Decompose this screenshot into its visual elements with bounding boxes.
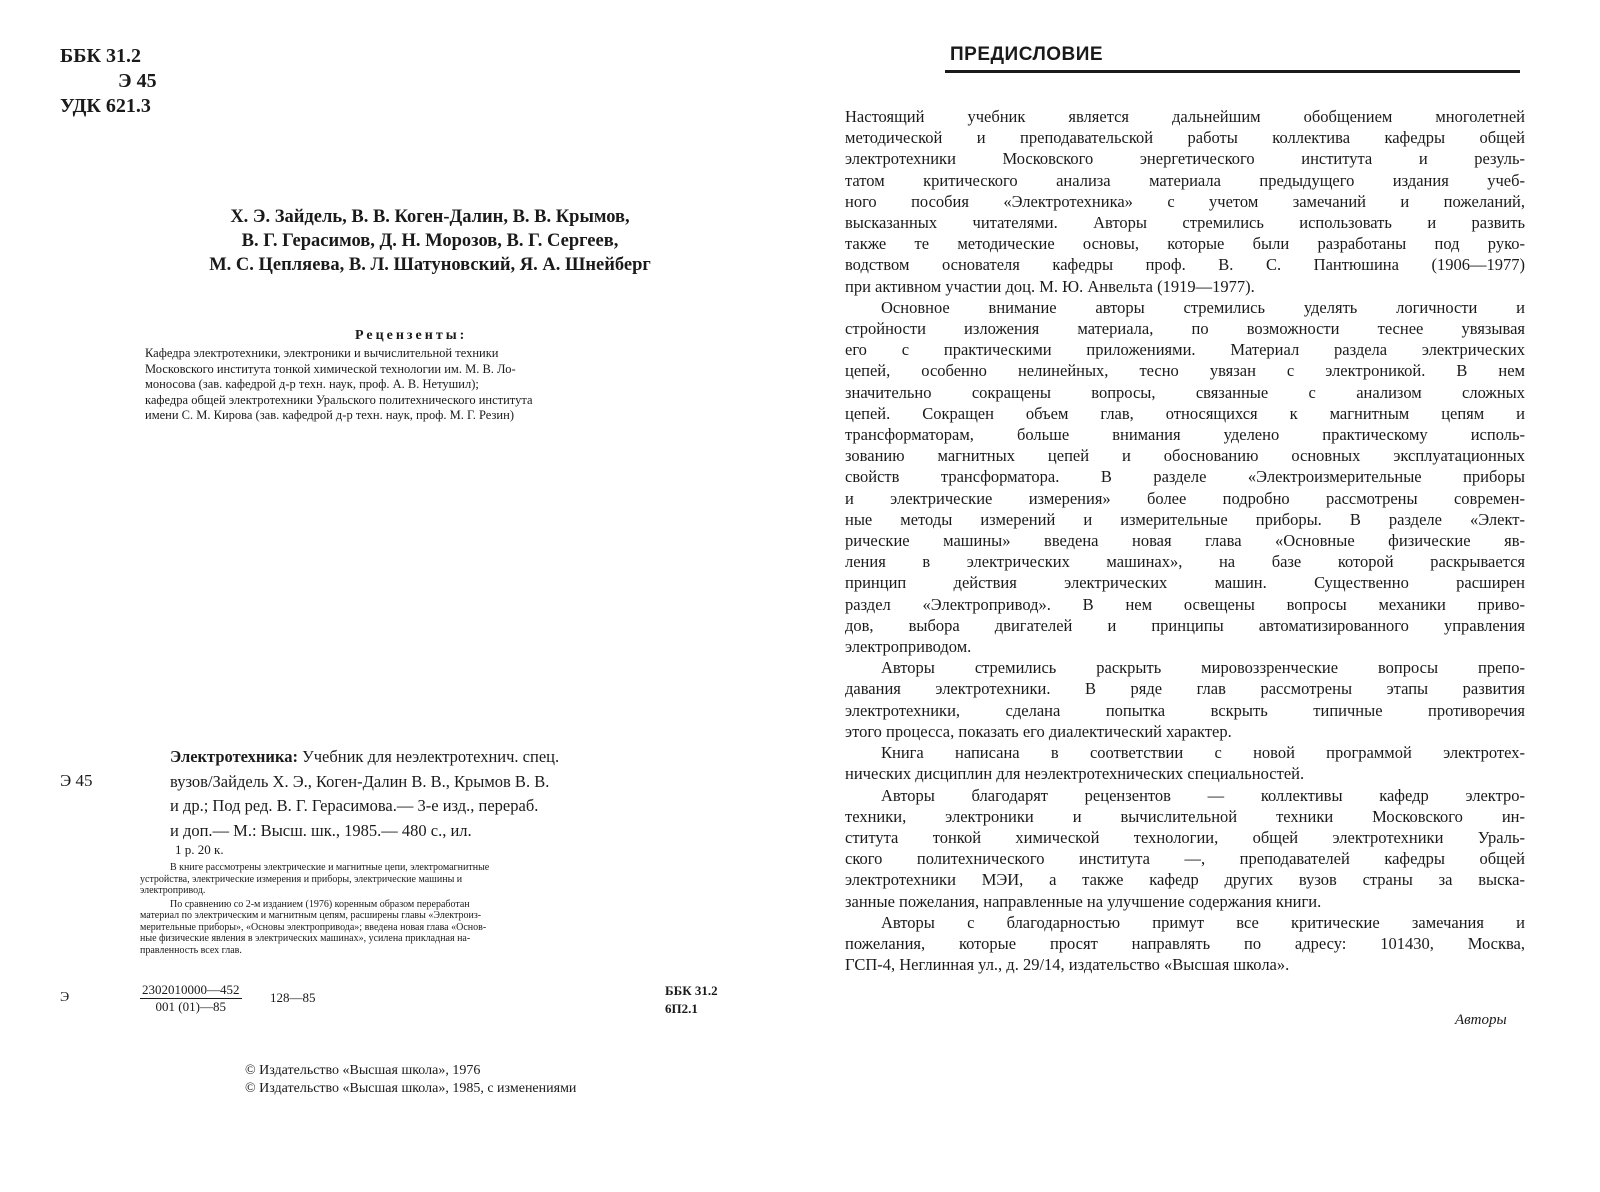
right-page: [790, 0, 1600, 1192]
preface-line: Авторы с благодарностью примут все критические замечания и: [881, 912, 1525, 932]
bbk-bottom: [665, 982, 718, 1018]
annotation-line: ные физические явления в электрических машинах», усилена прикладная на-: [140, 933, 471, 944]
annotation: [140, 862, 730, 958]
preface-line: Настоящий учебник является дальнейшим обобщением многолетней: [845, 107, 1525, 126]
preface-body: [845, 106, 1525, 975]
index-numerator: 2302010000—452: [142, 982, 240, 997]
index-letter: Э: [60, 990, 70, 1005]
bbk-bottom-line: 6П2.1: [665, 1001, 698, 1016]
preface-line: трансформаторам, больше внимания уделено практическому исполь-: [845, 425, 1525, 445]
preface-line: татом критического анализа материала предыдущего издания учеб-: [845, 170, 1525, 190]
authors-line: В. Г. Герасимов, Д. Н. Морозов, В. Г. Сергеев,: [241, 231, 619, 251]
preface-line: электроприводом.: [845, 637, 972, 657]
left-page: [0, 0, 790, 1192]
preface-line: и электрические измерения» более подробно рассмотрены современ-: [845, 488, 1525, 508]
copyright-block: [245, 1062, 576, 1098]
signature: Авторы: [1455, 1012, 1507, 1028]
preface-line: Авторы стремились раскрыть мировоззренческие вопросы препо-: [881, 658, 1525, 678]
preface-line: цепей, особенно нелинейных, тесно увязан с электроникой. В нем: [845, 361, 1525, 381]
preface-line: цепей. Сокращен объем глав, относящихся к магнитным цепям и: [845, 403, 1525, 423]
preface-line: этого процесса, показать его диалектический характер.: [845, 721, 1232, 741]
preface-line: ГСП-4, Неглинная ул., д. 29/14, издательство «Высшая школа».: [845, 955, 1290, 975]
annotation-paragraph: [140, 899, 730, 957]
authors-list: [130, 205, 730, 277]
annotation-line: В книге рассмотрены электрические и магнитные цепи, электромагнитные: [170, 862, 490, 873]
annotation-line: По сравнению со 2-м изданием (1976) коренным образом переработан: [170, 898, 470, 910]
preface-line: раздел «Электропривод». В нем освещены вопросы механики приво-: [845, 594, 1525, 614]
preface-line: электротехники, сделана попытка вскрыть типичные противоречия: [845, 700, 1525, 720]
price: 1 р. 20 к.: [175, 842, 224, 857]
preface-line: ления в электрических машинах», на базе которой раскрывается: [845, 552, 1525, 572]
catalog-title: Электротехника:: [170, 747, 298, 766]
preface-line: методической и преподавательской работы коллектива кафедры общей: [845, 128, 1525, 148]
index-formula: [60, 982, 740, 1022]
catalog-line: [170, 745, 730, 770]
reviewers-line: кафедра общей электротехники Уральского политехнического института: [145, 392, 533, 407]
preface-line: также те методические основы, которые были разработаны под руко-: [845, 234, 1525, 254]
annotation-line: мерительные приборы», «Основы электропривода»; введена новая глава «Основ-: [140, 921, 487, 933]
preface-line: свойств трансформатора. В разделе «Электроизмерительные приборы: [845, 467, 1525, 487]
preface-line: ные методы измерений и измерительные приборы. В разделе «Элект-: [845, 509, 1525, 529]
preface-line: Авторы благодарят рецензентов — коллективы кафедр электро-: [881, 785, 1525, 805]
preface-line: занные пожелания, направленные на улучшение содержания книги.: [845, 891, 1322, 911]
annotation-paragraph: [140, 862, 730, 897]
preface-line: зованию магнитных цепей и обоснованию основных эксплуатационных: [845, 446, 1525, 466]
copyright-line: © Издательство «Высшая школа», 1985, с изменениями: [245, 1081, 577, 1096]
catalog-line: и доп.— М.: Высш. шк., 1985.— 480 с., ил.: [170, 820, 472, 840]
preface-line: техники, электроники и вычислительной техники Московского ин-: [845, 806, 1525, 826]
annotation-line: устройства, электрические измерения и приборы, электрические машины и: [140, 873, 463, 885]
reviewers-line: имени С. М. Кирова (зав. кафедрой д-р техн. наук, проф. М. Г. Резин): [145, 408, 514, 422]
heading-rule: [945, 70, 1520, 73]
preface-line: стройности изложения материала, по возможности теснее увязывая: [845, 319, 1525, 339]
reviewers-line: Московского института тонкой химической технологии им. М. В. Ло-: [145, 361, 516, 376]
catalog-code: Э 45: [60, 771, 93, 790]
reviewers-line: Кафедра электротехники, электроники и вычислительной техники: [145, 346, 499, 360]
preface-line: электротехники МЭИ, а также кафедр других вузов страны за выска-: [845, 870, 1525, 890]
reviewers-line: моносова (зав. кафедрой д-р техн. наук, проф. А. В. Нетушил);: [145, 377, 479, 391]
catalog-description: [170, 745, 730, 843]
preface-line: Основное внимание авторы стремились уделять логичности и: [881, 297, 1525, 317]
preface-line: ского политехнического института —, преподавателей кафедры общей: [845, 849, 1525, 869]
preface-line: его с практическими приложениями. Материал раздела электрических: [845, 340, 1525, 360]
bbk-bottom-line: ББК 31.2: [665, 983, 718, 998]
preface-line: ного пособия «Электротехника» с учетом замечаний и пожеланий,: [845, 191, 1525, 211]
udk-code: УДК 621.3: [60, 95, 151, 117]
preface-line: электротехники Московского энергетического института и резуль-: [845, 149, 1525, 169]
catalog-line: вузов/Зайдель Х. Э., Коген-Далин В. В., Крымов В. В.: [170, 771, 550, 791]
annotation-line: правленность всех глав.: [140, 944, 242, 956]
copyright-line: © Издательство «Высшая школа», 1976: [245, 1063, 481, 1078]
preface-line: давания электротехники. В ряде глав рассмотрены этапы развития: [845, 679, 1525, 699]
preface-line: пожелания, которые просят направлять по адресу: 101430, Москва,: [845, 933, 1525, 953]
reviewers-title: Рецензенты:: [355, 328, 468, 343]
bbk-block: [60, 44, 157, 119]
annotation-line: электропривод.: [140, 885, 206, 896]
catalog-line: и др.; Под ред. В. Г. Герасимова.— 3-е изд., перераб.: [170, 796, 539, 815]
bbk-code: ББК 31.2: [60, 45, 141, 67]
preface-line: высказанных читателями. Авторы стремились использовать и развить: [845, 213, 1525, 233]
preface-line: рические машины» введена новая глава «Основные физические яв-: [845, 531, 1525, 551]
index-fraction: [140, 982, 242, 1015]
preface-line: ститута тонкой химической технологии, общей электротехники Ураль-: [845, 827, 1525, 847]
authors-line: М. С. Цепляева, В. Л. Шатуновский, Я. А. Шнейберг: [209, 255, 651, 275]
preface-line: при активном участии доц. М. Ю. Анвельта (1919—1977).: [845, 276, 1255, 296]
author-mark: Э 45: [118, 70, 157, 92]
authors-line: Х. Э. Зайдель, В. В. Коген-Далин, В. В. Крымов,: [230, 207, 630, 227]
preface-line: дов, выбора двигателей и принципы автоматизированного управления: [845, 615, 1525, 635]
preface-line: значительно сокращены вопросы, связанные с анализом сложных: [845, 382, 1525, 402]
annotation-line: материал по электрическим и магнитным цепям, расширены главы «Электроиз-: [140, 910, 482, 921]
index-denominator: 001 (01)—85: [155, 999, 226, 1014]
catalog-line-text: Учебник для неэлектротехнич. спец.: [302, 747, 560, 766]
index-suffix: 128—85: [270, 990, 316, 1005]
preface-line: принцип действия электрических машин. Существенно расширен: [845, 573, 1525, 593]
preface-line: нических дисциплин для неэлектротехнических специальностей.: [845, 764, 1305, 784]
reviewers-text: [145, 346, 725, 424]
preface-line: Книга написана в соответствии с новой программой электротех-: [881, 743, 1525, 763]
preface-line: водством основателя кафедры проф. В. С. Пантюшина (1906—1977): [845, 255, 1525, 275]
page-heading: ПРЕДИСЛОВИЕ: [950, 44, 1104, 65]
